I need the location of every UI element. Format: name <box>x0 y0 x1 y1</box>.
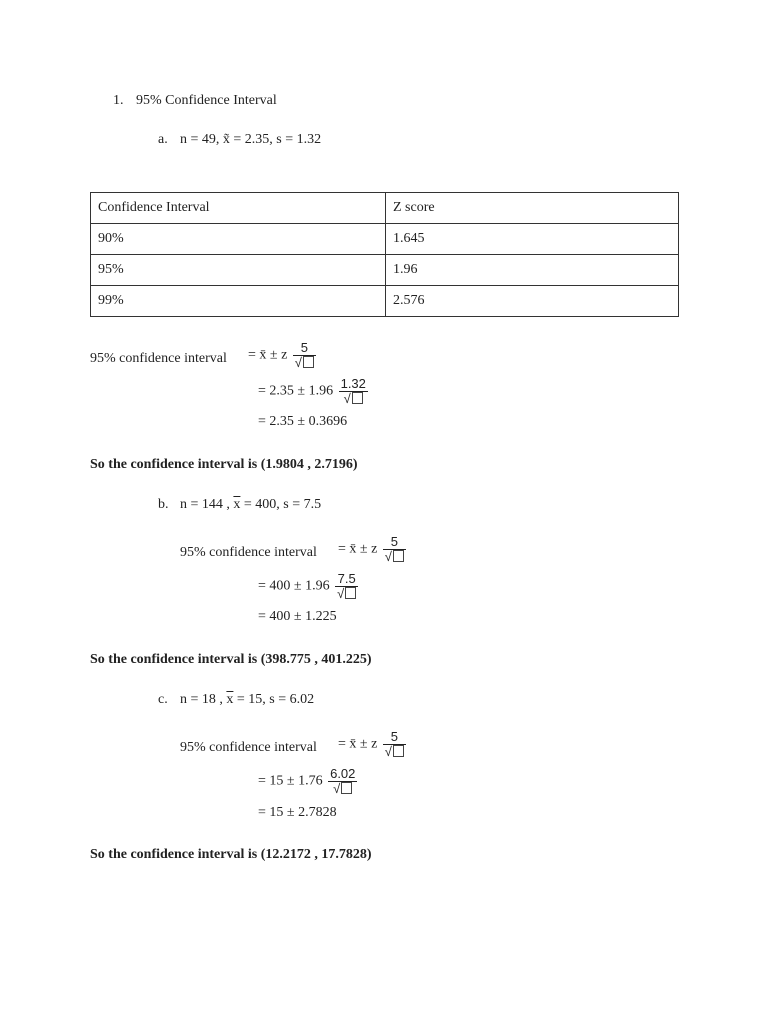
placeholder-box-icon <box>352 392 363 404</box>
z-score-table <box>90 192 679 317</box>
placeholder-box-icon <box>345 587 356 599</box>
part-c-formula <box>338 730 406 759</box>
placeholder-box-icon <box>303 356 314 368</box>
fraction-numerator: 6.02 <box>330 766 356 781</box>
step-prefix: = 15 ± 1.76 <box>258 773 323 789</box>
fraction <box>383 730 406 759</box>
fraction-denominator <box>383 745 406 759</box>
table-row <box>91 286 679 317</box>
sqrt-symbol: √ <box>337 586 345 601</box>
part-b-conclusion: So the confidence interval is (398.775 , 401.225) <box>90 652 372 667</box>
fraction <box>328 767 357 796</box>
fraction-denominator <box>293 356 316 370</box>
given-n: n = 144 , <box>180 497 230 512</box>
table-cell: 95% <box>91 255 386 286</box>
part-a-conclusion: So the confidence interval is (1.9804 , 2.7196) <box>90 457 358 472</box>
given-xbar: $\overline{x}$ <box>233 497 241 512</box>
part-a-step1 <box>258 377 368 406</box>
list-number: 1. <box>113 93 124 108</box>
step-prefix: = 400 ± 1.96 <box>258 578 330 594</box>
table-cell: 90% <box>91 224 386 255</box>
table-header-row <box>91 193 679 224</box>
table-cell: 1.645 <box>386 224 679 255</box>
formula-prefix: = x̄ ± z <box>338 541 378 557</box>
part-b-marker: b. <box>158 497 169 512</box>
fraction-denominator <box>383 550 406 564</box>
table-row <box>91 224 679 255</box>
fraction-numerator: 5 <box>383 730 406 745</box>
fraction <box>339 377 368 406</box>
part-c-conclusion: So the confidence interval is (12.2172 , 17.7828) <box>90 847 372 862</box>
formula-prefix: = x̄ ± z <box>248 347 288 363</box>
fraction-denominator <box>335 587 358 601</box>
part-a-ci-label: 95% confidence interval <box>90 351 227 366</box>
placeholder-box-icon <box>393 550 404 562</box>
part-a-step2: = 2.35 ± 0.3696 <box>258 414 348 429</box>
fraction <box>383 535 406 564</box>
table-row <box>91 255 679 286</box>
given-xbar: $\overline{x}$ <box>226 692 234 707</box>
part-c-given <box>180 692 314 708</box>
part-b-ci-label: 95% confidence interval <box>180 545 317 560</box>
table-header-cell: Z score <box>386 193 679 224</box>
sqrt-symbol: √ <box>343 391 351 406</box>
step-prefix: = 2.35 ± 1.96 <box>258 383 334 399</box>
sqrt-symbol: √ <box>294 355 302 370</box>
given-rest: = 400, s = 7.5 <box>240 497 322 512</box>
fraction <box>335 572 358 601</box>
part-a-given: n = 49, x̃ = 2.35, s = 1.32 <box>180 132 322 147</box>
sqrt-symbol: √ <box>384 549 392 564</box>
fraction <box>293 341 316 370</box>
table-cell: 1.96 <box>386 255 679 286</box>
part-c-ci-label: 95% confidence interval <box>180 740 317 755</box>
table-cell: 99% <box>91 286 386 317</box>
table-cell: 2.576 <box>386 286 679 317</box>
part-b-given <box>180 497 321 513</box>
part-b-step2: = 400 ± 1.225 <box>258 609 337 624</box>
given-rest: = 15, s = 6.02 <box>233 692 315 707</box>
part-c-step1 <box>258 767 357 796</box>
formula-prefix: = x̄ ± z <box>338 736 378 752</box>
placeholder-box-icon <box>393 745 404 757</box>
part-c-step2: = 15 ± 2.7828 <box>258 805 337 820</box>
fraction-numerator: 7.5 <box>335 572 358 587</box>
part-b-step1 <box>258 572 358 601</box>
sqrt-symbol: √ <box>384 744 392 759</box>
fraction-denominator <box>328 782 357 796</box>
part-a-marker: a. <box>158 132 168 147</box>
fraction-numerator: 5 <box>383 535 406 550</box>
given-n: n = 18 , <box>180 692 223 707</box>
placeholder-box-icon <box>341 782 352 794</box>
part-c-marker: c. <box>158 692 168 707</box>
table-header-cell: Confidence Interval <box>91 193 386 224</box>
fraction-denominator <box>339 392 368 406</box>
fraction-numerator: 5 <box>293 341 316 356</box>
section-heading: 95% Confidence Interval <box>136 93 277 108</box>
sqrt-symbol: √ <box>333 781 341 796</box>
part-a-formula <box>248 341 316 370</box>
fraction-numerator: 1.32 <box>340 376 366 391</box>
part-b-formula <box>338 535 406 564</box>
